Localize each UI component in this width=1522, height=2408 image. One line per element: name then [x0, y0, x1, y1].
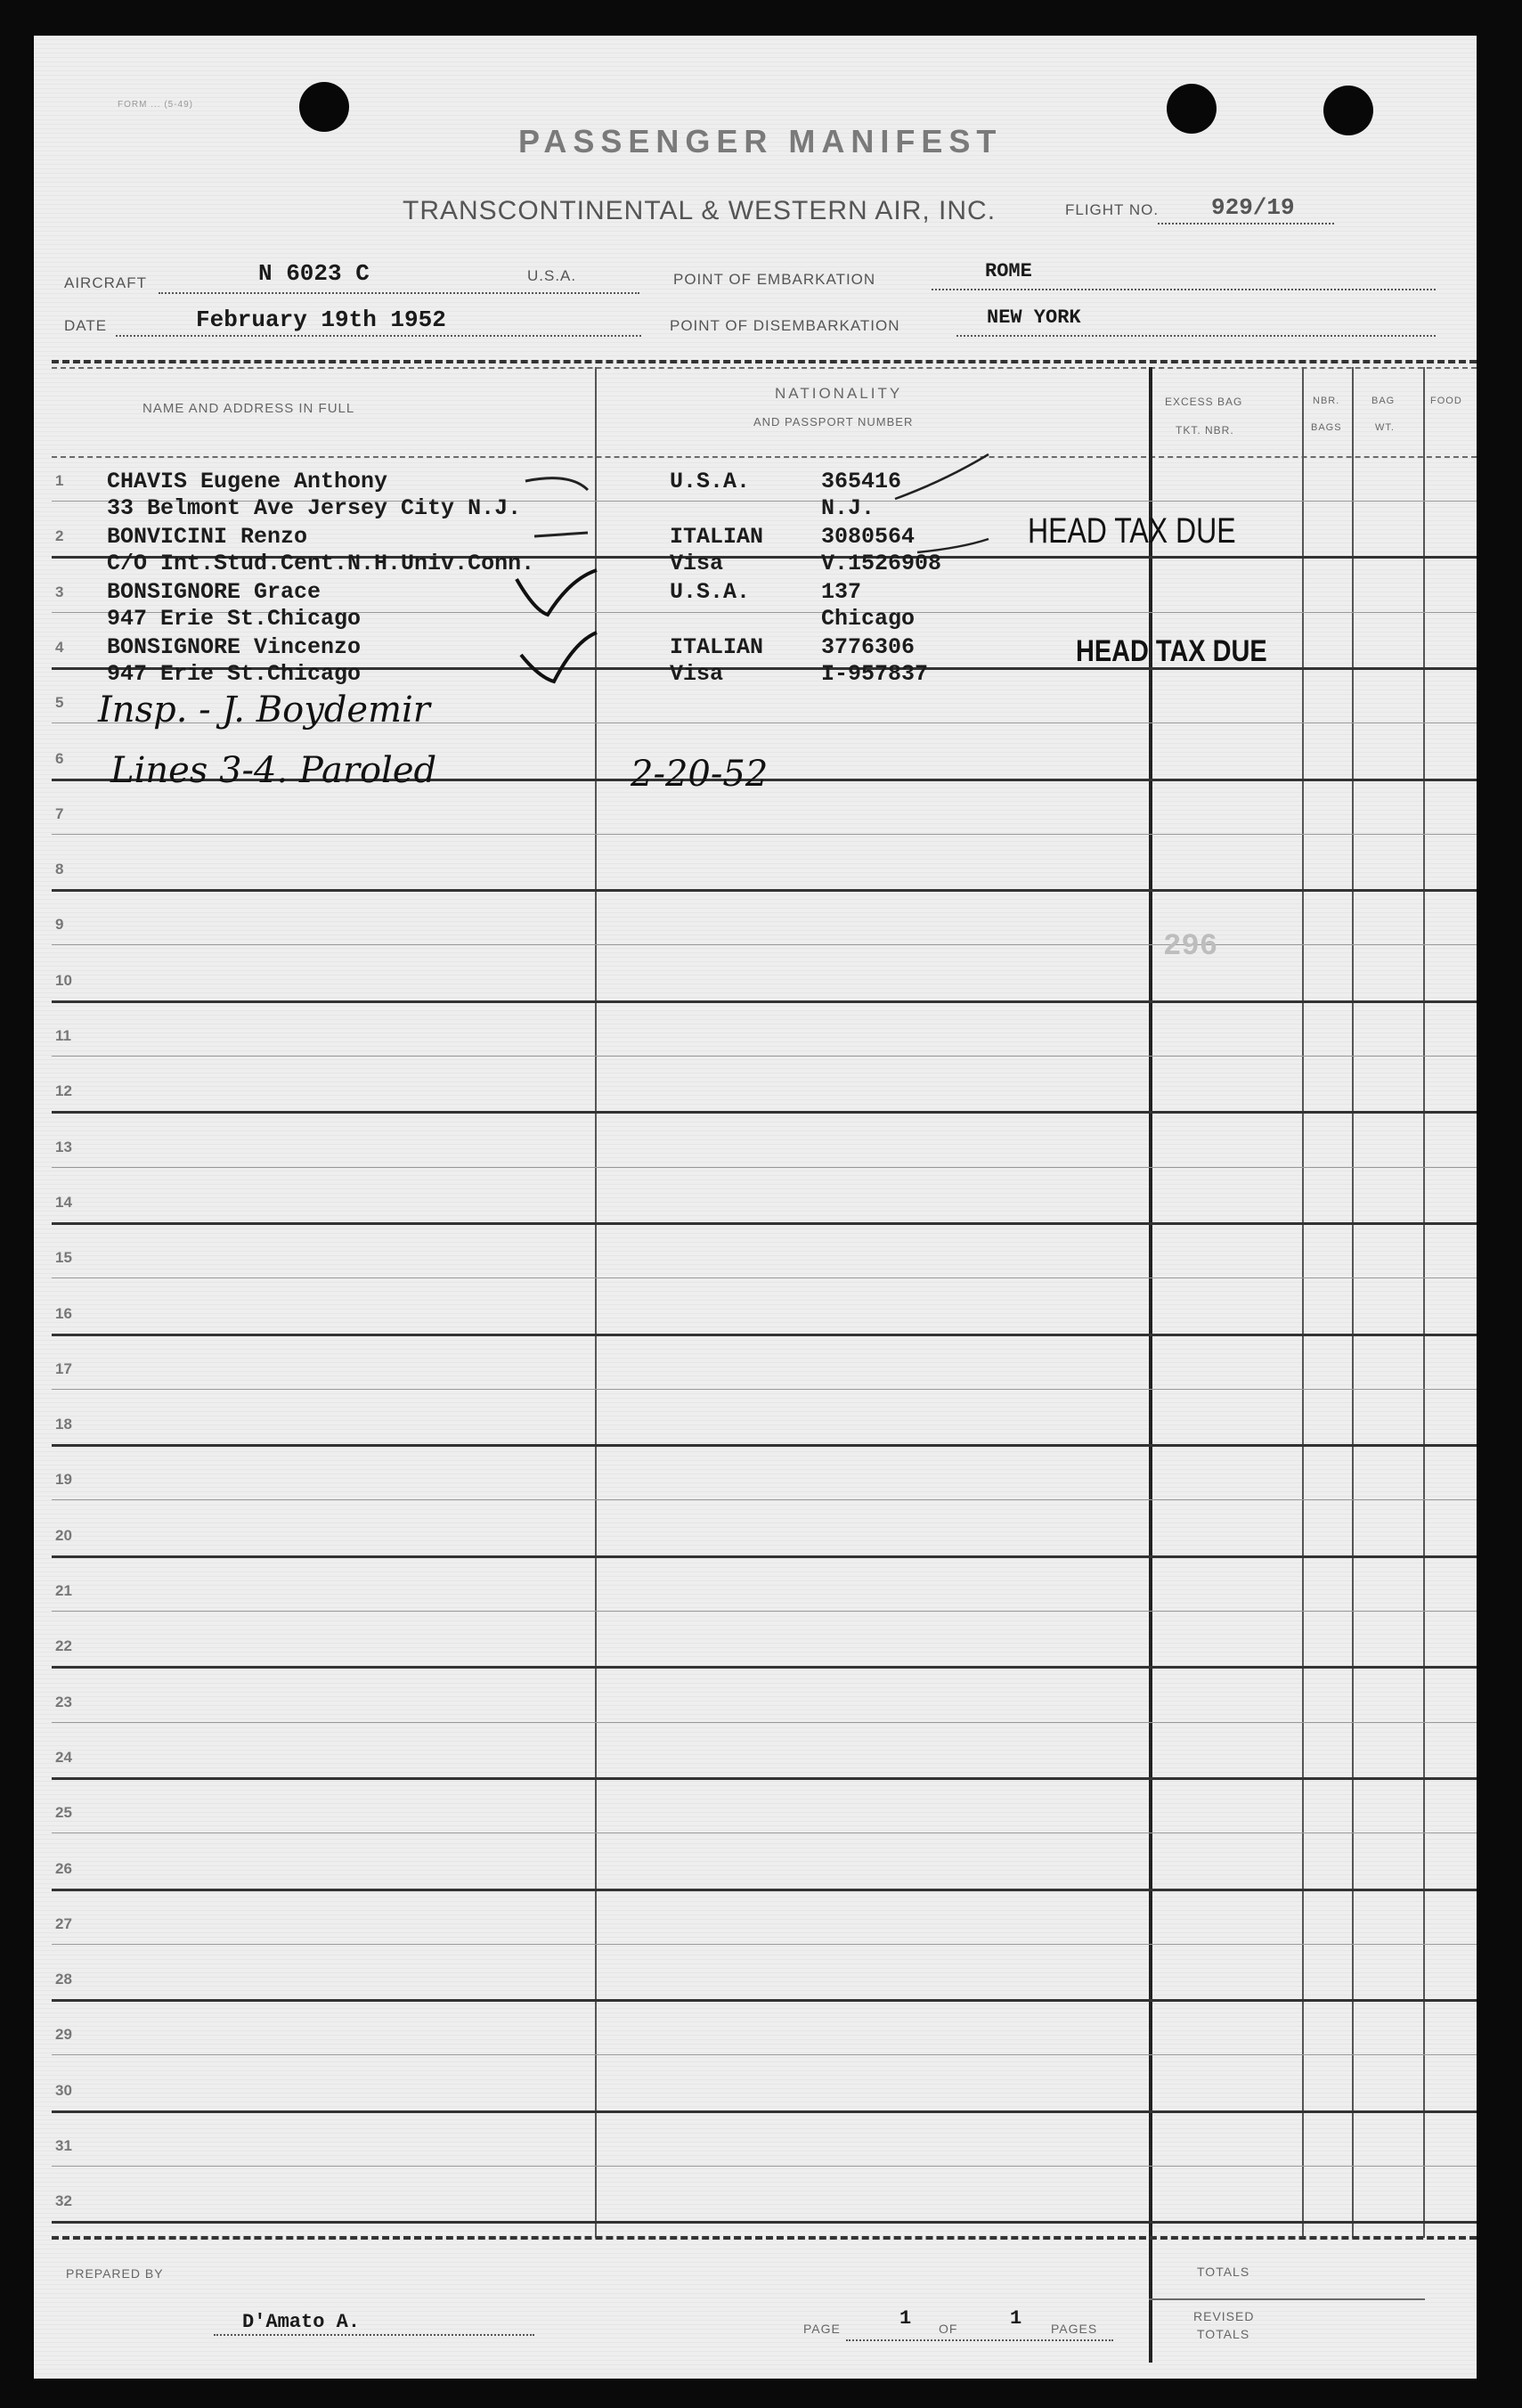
- row-number: 8: [55, 861, 64, 877]
- row-number: 1: [55, 472, 64, 489]
- head-tax-stamp-2: HEAD TAX DUE: [1076, 634, 1267, 668]
- row-number: 6: [55, 750, 64, 767]
- disembarkation-value: NEW YORK: [987, 306, 1081, 329]
- total-pages: 1: [1010, 2307, 1022, 2330]
- row-number: 26: [55, 1860, 72, 1877]
- row-number: 4: [55, 639, 64, 656]
- passenger-4-passport2: I-957837: [821, 661, 929, 687]
- col-nbr-header: NBR.: [1313, 396, 1340, 406]
- page-title: PASSENGER MANIFEST: [518, 123, 1003, 159]
- row-line: [52, 1944, 1477, 1945]
- handwritten-inspector: Insp. - J. Boydemir: [98, 690, 430, 731]
- passenger-4-passport: 3776306: [821, 634, 916, 660]
- row-number: 11: [55, 1027, 71, 1044]
- passenger-1-name: CHAVIS Eugene Anthony: [107, 469, 388, 494]
- row-line: [52, 944, 1477, 945]
- punch-hole: [1167, 84, 1217, 134]
- row-number: 13: [55, 1139, 72, 1155]
- pages-label: PAGES: [1051, 2322, 1098, 2336]
- handwritten-parole-note: Lines 3-4. Paroled: [110, 750, 437, 791]
- passenger-2-passport: 3080564: [821, 524, 916, 550]
- embarkation-label: POINT OF EMBARKATION: [673, 271, 876, 288]
- passenger-3-address: 947 Erie St.Chicago: [107, 606, 362, 632]
- row-number: 21: [55, 1582, 72, 1599]
- aircraft-label: AIRCRAFT: [64, 274, 147, 291]
- row-number: 24: [55, 1749, 72, 1766]
- col-bags-header: BAGS: [1311, 422, 1342, 433]
- col-bag-header: BAG: [1371, 396, 1396, 406]
- passenger-2-nationality: ITALIAN: [670, 524, 764, 550]
- head-tax-stamp-1: HEAD TAX DUE: [1028, 511, 1236, 551]
- punch-hole: [299, 82, 349, 132]
- handwritten-date: 2-20-52: [631, 754, 769, 795]
- row-number: 27: [55, 1915, 72, 1932]
- of-label: OF: [939, 2322, 958, 2336]
- page-number: 1: [899, 2307, 912, 2330]
- col-food-header: FOOD: [1430, 396, 1462, 406]
- row-line: [52, 1111, 1477, 1114]
- row-number: 32: [55, 2192, 72, 2209]
- row-line: [52, 1499, 1477, 1500]
- row-line: [52, 1222, 1477, 1225]
- row-line: [52, 1277, 1477, 1278]
- col-nationality-header: NATIONALITY: [775, 385, 903, 402]
- row-line: [52, 1555, 1477, 1558]
- passenger-4-name: BONSIGNORE Vincenzo: [107, 634, 362, 660]
- col-passport-header: AND PASSPORT NUMBER: [753, 415, 914, 429]
- airline-name: TRANSCONTINENTAL & WESTERN AIR, INC.: [403, 196, 997, 225]
- passenger-4-nationality: ITALIAN: [670, 634, 764, 660]
- row-number: 7: [55, 805, 64, 822]
- row-line: [52, 1000, 1477, 1003]
- row-line: [52, 834, 1477, 835]
- stamp-number: 296: [1163, 930, 1218, 964]
- revised-label: REVISED: [1193, 2309, 1255, 2323]
- row-line: [52, 1722, 1477, 1723]
- totals-label: TOTALS: [1197, 2265, 1250, 2279]
- page-label: PAGE: [803, 2322, 841, 2336]
- row-line: [52, 1334, 1477, 1336]
- passenger-1-passport2: N.J.: [821, 495, 875, 521]
- row-number: 23: [55, 1694, 72, 1710]
- col-name-header: NAME AND ADDRESS IN FULL: [142, 401, 355, 416]
- row-number: 3: [55, 584, 64, 600]
- row-line: [52, 1666, 1477, 1669]
- embarkation-value: ROME: [985, 260, 1032, 282]
- row-number: 31: [55, 2137, 72, 2154]
- row-number: 19: [55, 1471, 72, 1488]
- row-number: 20: [55, 1527, 72, 1544]
- form-code: FORM ... (5-49): [118, 100, 194, 110]
- passenger-3-passport2: Chicago: [821, 606, 916, 632]
- row-line: [52, 2054, 1477, 2055]
- prepared-by-label: PREPARED BY: [66, 2266, 164, 2281]
- passenger-3-nationality: U.S.A.: [670, 579, 751, 605]
- row-line: [52, 1889, 1477, 1891]
- passenger-3-name: BONSIGNORE Grace: [107, 579, 321, 605]
- row-number: 10: [55, 972, 72, 989]
- row-line: [52, 2110, 1477, 2113]
- col-wt-header: WT.: [1375, 422, 1395, 433]
- row-line: [52, 2221, 1477, 2224]
- row-line: [52, 889, 1477, 892]
- row-number: 2: [55, 527, 64, 544]
- row-number: 22: [55, 1637, 72, 1654]
- punch-hole: [1323, 86, 1373, 135]
- passenger-1-address: 33 Belmont Ave Jersey City N.J.: [107, 495, 522, 521]
- flight-label: FLIGHT NO.: [1065, 201, 1160, 218]
- revised-totals-label: TOTALS: [1197, 2327, 1250, 2341]
- passenger-2-passport2: V.1526908: [821, 551, 942, 576]
- row-line: [52, 1777, 1477, 1780]
- usa-label: U.S.A.: [527, 267, 577, 284]
- row-number: 18: [55, 1416, 72, 1433]
- passenger-1-nationality: U.S.A.: [670, 469, 751, 494]
- passport-tick-marks: [891, 445, 997, 579]
- aircraft-value: N 6023 C: [258, 260, 370, 287]
- passenger-2-address: C/O Int.Stud.Cent.N.H.Univ.Conn.: [107, 551, 535, 576]
- row-line: [52, 1167, 1477, 1168]
- date-label: DATE: [64, 317, 108, 334]
- disembarkation-label: POINT OF DISEMBARKATION: [670, 317, 900, 334]
- row-number: 17: [55, 1360, 72, 1377]
- flight-number: 929/19: [1211, 194, 1295, 221]
- passenger-4-nationality2: Visa: [670, 661, 724, 687]
- row-number: 5: [55, 694, 64, 711]
- row-line: [52, 1444, 1477, 1447]
- passenger-2-name: BONVICINI Renzo: [107, 524, 308, 550]
- row-number: 15: [55, 1249, 72, 1266]
- col-ticket-header: TKT. NBR.: [1176, 424, 1234, 437]
- passenger-4-address: 947 Erie St.Chicago: [107, 661, 362, 687]
- row-line: [52, 1389, 1477, 1390]
- date-value: February 19th 1952: [196, 306, 446, 333]
- row-number: 29: [55, 2026, 72, 2043]
- row-number: 12: [55, 1082, 72, 1099]
- col-excess-header: EXCESS BAG: [1165, 396, 1243, 408]
- row-line: [52, 1611, 1477, 1612]
- row-number: 25: [55, 1804, 72, 1821]
- check-marks: [499, 463, 641, 686]
- row-number: 16: [55, 1305, 72, 1322]
- row-number: 14: [55, 1194, 72, 1211]
- row-line: [52, 1056, 1477, 1057]
- row-number: 30: [55, 2082, 72, 2099]
- manifest-sheet: [34, 36, 1477, 2379]
- passenger-3-passport: 137: [821, 579, 862, 605]
- row-number: 28: [55, 1971, 72, 1988]
- row-number: 9: [55, 916, 64, 933]
- passenger-2-nationality2: Visa: [670, 551, 724, 576]
- row-line: [52, 1999, 1477, 2002]
- prepared-by-value: D'Amato A.: [242, 2311, 361, 2333]
- passenger-1-passport: 365416: [821, 469, 902, 494]
- row-line: [52, 2166, 1477, 2167]
